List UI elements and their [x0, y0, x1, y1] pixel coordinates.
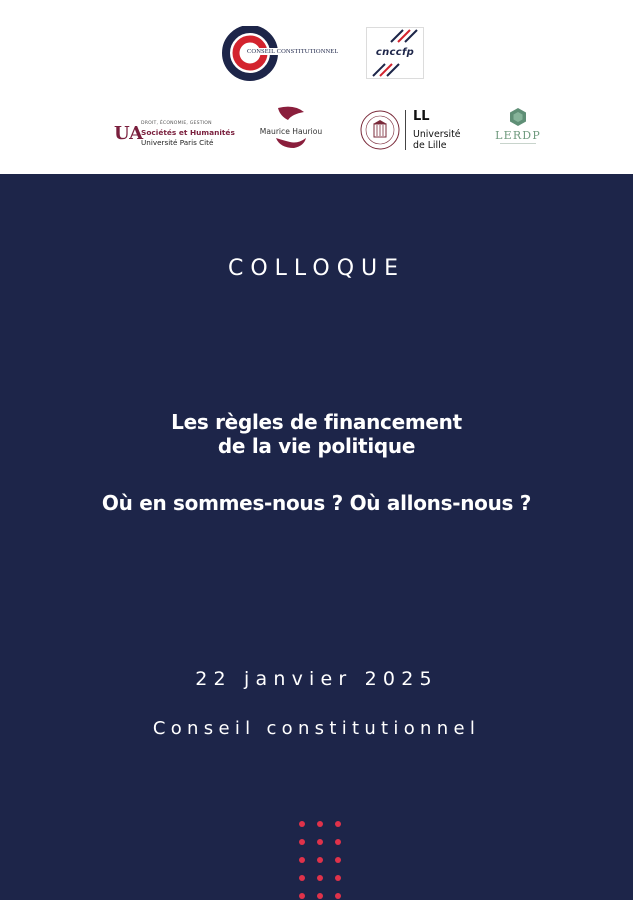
event-title-line1: Les règles de financement [171, 410, 462, 434]
lerdp-hexagon-icon [492, 106, 544, 130]
universite-lille-line2: de Lille [413, 140, 447, 151]
universite-lille-logo [410, 108, 466, 152]
decorative-dot [299, 875, 305, 881]
event-kind: COLLOQUE [227, 256, 406, 281]
seal-icon [360, 110, 400, 150]
universite-paris-cite-mark-icon: UA [114, 123, 144, 144]
cnccfp-label: cnccfp [375, 47, 415, 58]
lerdp-logo [492, 106, 544, 152]
decorative-dot [317, 821, 323, 827]
decorative-dot [317, 839, 323, 845]
cnccfp-logo [366, 27, 424, 79]
lerdp-label: LERDP [495, 129, 541, 142]
societes-humanites-logo [114, 117, 235, 151]
event-venue: Conseil constitutionnel [152, 718, 481, 739]
decorative-dot [299, 839, 305, 845]
university-seal-logo [360, 110, 400, 150]
universite-lille-line1: Université [413, 129, 461, 140]
decorative-dot [317, 875, 323, 881]
conseil-constitutionnel-label: CONSEIL CONSTITUTIONNEL [247, 48, 339, 55]
maurice-hauriou-logo [258, 104, 324, 150]
conseil-constitutionnel-logo [222, 26, 339, 82]
event-date: 22 janvier 2025 [195, 668, 438, 690]
event-title-line2: de la vie politique [217, 434, 416, 458]
decorative-dot [317, 893, 323, 899]
maurice-hauriou-label: Maurice Hauriou [259, 127, 323, 136]
societes-humanites-name: Sociétés et Humanités [141, 128, 235, 137]
event-poster [0, 174, 633, 900]
universite-lille-mark-icon: LL [413, 109, 430, 124]
decorative-dot [299, 857, 305, 863]
decorative-dot [299, 893, 305, 899]
decorative-dot [335, 875, 341, 881]
decorative-dot [317, 857, 323, 863]
societes-humanites-discipline: DROIT, ÉCONOMIE, GESTION [141, 121, 212, 126]
decorative-dot [335, 839, 341, 845]
event-subtitle: Où en sommes-nous ? Où allons-nous ? [101, 491, 532, 515]
societes-humanites-university: Université Paris Cité [141, 138, 214, 147]
decorative-dots-icon [296, 818, 346, 900]
decorative-dot [335, 893, 341, 899]
decorative-dot [299, 821, 305, 827]
logo-divider [405, 110, 406, 150]
lerdp-subline [500, 143, 536, 144]
event-title [0, 410, 633, 458]
decorative-dot [335, 821, 341, 827]
partner-logos-header [0, 0, 633, 174]
decorative-dot [335, 857, 341, 863]
